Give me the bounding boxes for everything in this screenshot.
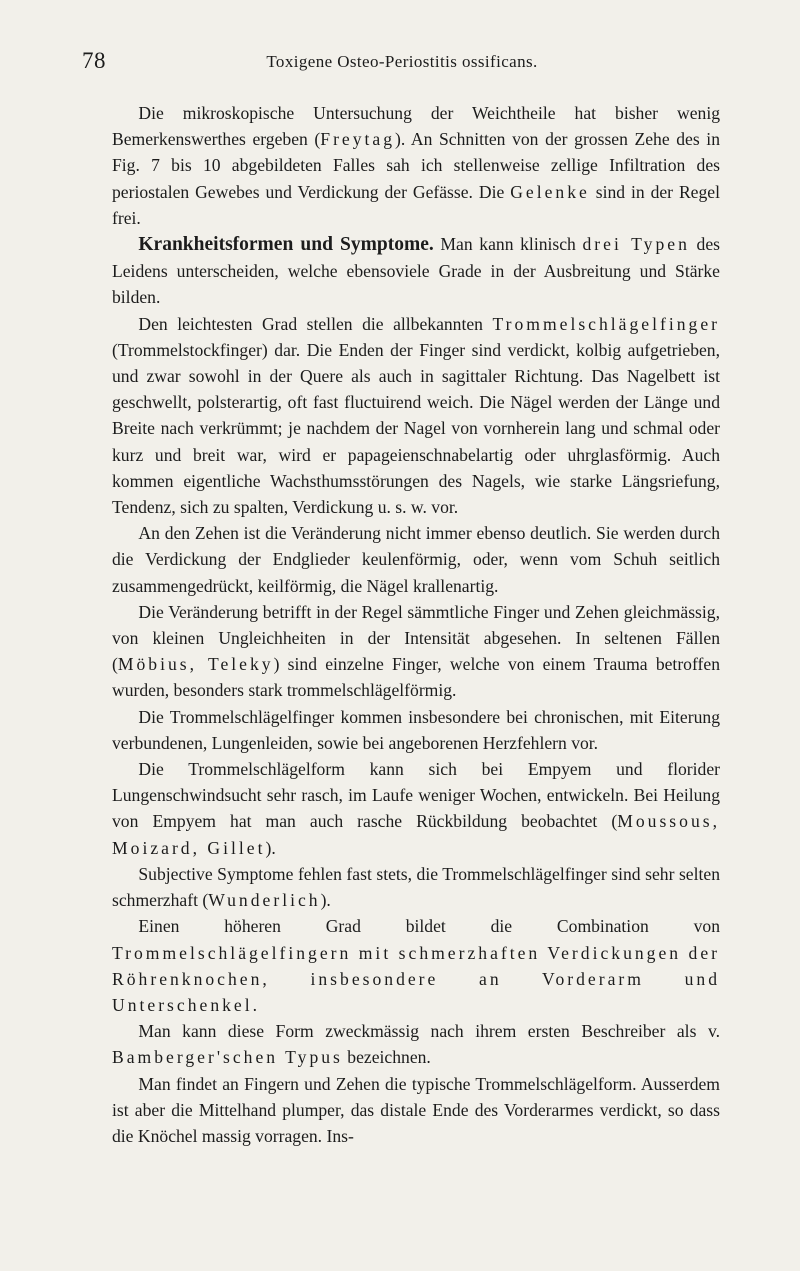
paragraph bbox=[112, 756, 720, 861]
page-header bbox=[82, 48, 722, 76]
text-run: Man kann klinisch bbox=[433, 234, 583, 255]
paragraph bbox=[112, 100, 720, 231]
paragraph bbox=[112, 231, 720, 311]
body-text bbox=[112, 100, 720, 1149]
text-run: Die Veränderung betrifft in der Regel sämmtliche Finger und Zehen gleichmässig, von kleinen Ungleichheiten in der Intensität abgesehen. In seltenen Fällen ( bbox=[112, 601, 720, 675]
paragraph bbox=[112, 520, 720, 599]
paragraph bbox=[112, 1071, 720, 1150]
emphasized-text: Trommelschlägelfingern mit schmerzhaften Verdickungen der Röhrenknochen, insbesondere an Vorderarm und Unterschenkel. bbox=[112, 942, 720, 1015]
emphasized-text: Moussous, Moizard, Gillet bbox=[112, 811, 720, 858]
emphasized-text: Bamberger'schen Typus bbox=[112, 1047, 343, 1068]
text-run: Einen höheren Grad bildet die Combination von bbox=[138, 916, 720, 937]
paragraph bbox=[112, 861, 720, 913]
text-run: Die Trommelschlägelform kann sich bei Empyem und florider Lungenschwindsucht sehr rasch, im Laufe weniger Wochen, entwickeln. Bei Heilung von Empyem hat man auch rasche Rückbildung beobachtet ( bbox=[112, 759, 720, 832]
text-run: (Trommelstockfinger) dar. Die Enden der Finger sind verdickt, kolbig aufgetrieben, und zwar sowohl in der Quere als auch in sagittaler Richtung. Das Nagelbett ist geschwellt, polsterartig, oft fast fluctuirend weich. Die Nägel werden der Länge und Breite nach verkrümmt; je nachdem der Nagel von vornherein lang und schmal oder kurz und breit war, wird er papageienschnabelartig oder uhrglasförmig. Auch kommen eigentliche Wachsthumsstörungen des Nagels, wie starke Längsriefung, Tendenz, sich zu spalten, Verdickung u. s. w. vor. bbox=[112, 339, 720, 518]
text-run: Den leichtesten Grad stellen die allbekannten bbox=[138, 313, 493, 334]
text-run: Die mikroskopische Untersuchung der Weichtheile hat bisher wenig Bemerkenswerthes ergeben ( bbox=[112, 103, 720, 150]
text-run: Man kann diese Form zweckmässig nach ihrem ersten Beschreiber als v. bbox=[138, 1021, 720, 1042]
text-run: bezeichnen. bbox=[342, 1047, 431, 1068]
section-heading: Krankheitsformen und Symptome. bbox=[138, 234, 434, 256]
text-run: Die Trommelschlägelfinger kommen insbesondere bei chronischen, mit Eiterung verbundenen, Lungenleiden, sowie bei angeborenen Herzfehlern vor. bbox=[112, 706, 720, 753]
emphasized-text: drei Typen bbox=[582, 234, 690, 255]
text-run: ) sind einzelne Finger, welche von einem Trauma betroffen wurden, besonders stark trommelschlägelförmig. bbox=[112, 654, 720, 701]
paragraph bbox=[112, 311, 720, 521]
text-run: ). bbox=[265, 837, 276, 858]
text-run: ). An Schnitten von der grossen Zehe des in Fig. 7 bis 10 abgebildeten Falles sah ich stellenweise zellige Infiltration des periostalen Gewebes und Verdickung der Gefässe. Die bbox=[112, 129, 720, 202]
text-run: des Leidens unterscheiden, welche ebensoviele Grade in der Ausbreitung und Stärke bilden. bbox=[112, 234, 720, 308]
emphasized-text: Freytag bbox=[320, 129, 396, 150]
paragraph bbox=[112, 1018, 720, 1070]
running-title: Toxigene Osteo-Periostitis ossificans. bbox=[266, 52, 538, 71]
emphasized-text: Möbius, Teleky bbox=[117, 654, 274, 675]
paragraph bbox=[112, 599, 720, 704]
text-run: sind in der Regel frei. bbox=[112, 181, 720, 228]
page-number: 78 bbox=[82, 48, 106, 73]
emphasized-text: Gelenke bbox=[510, 181, 590, 202]
paragraph bbox=[112, 913, 720, 1018]
text-run: Subjective Symptome fehlen fast stets, die Trommelschlägelfinger sind sehr selten schmerzhaft ( bbox=[112, 863, 720, 911]
emphasized-text: Trommelschlägelfinger bbox=[492, 313, 720, 334]
text-run: An den Zehen ist die Veränderung nicht immer ebenso deutlich. Sie werden durch die Verdickung der Endglieder keulenförmig, oder, wenn vom Schuh seitlich zusammengedrückt, keilförmig, die Nägel krallenartig. bbox=[112, 523, 720, 596]
text-run: Man findet an Fingern und Zehen die typische Trommelschlägelform. Ausserdem ist aber die Mittelhand plumper, das distale Ende des Vorderarmes verdickt, so dass die Knöchel massig vorragen. Ins- bbox=[112, 1073, 720, 1146]
paragraph bbox=[112, 704, 720, 756]
text-run: ). bbox=[320, 890, 331, 911]
emphasized-text: Wunderlich bbox=[208, 890, 321, 911]
